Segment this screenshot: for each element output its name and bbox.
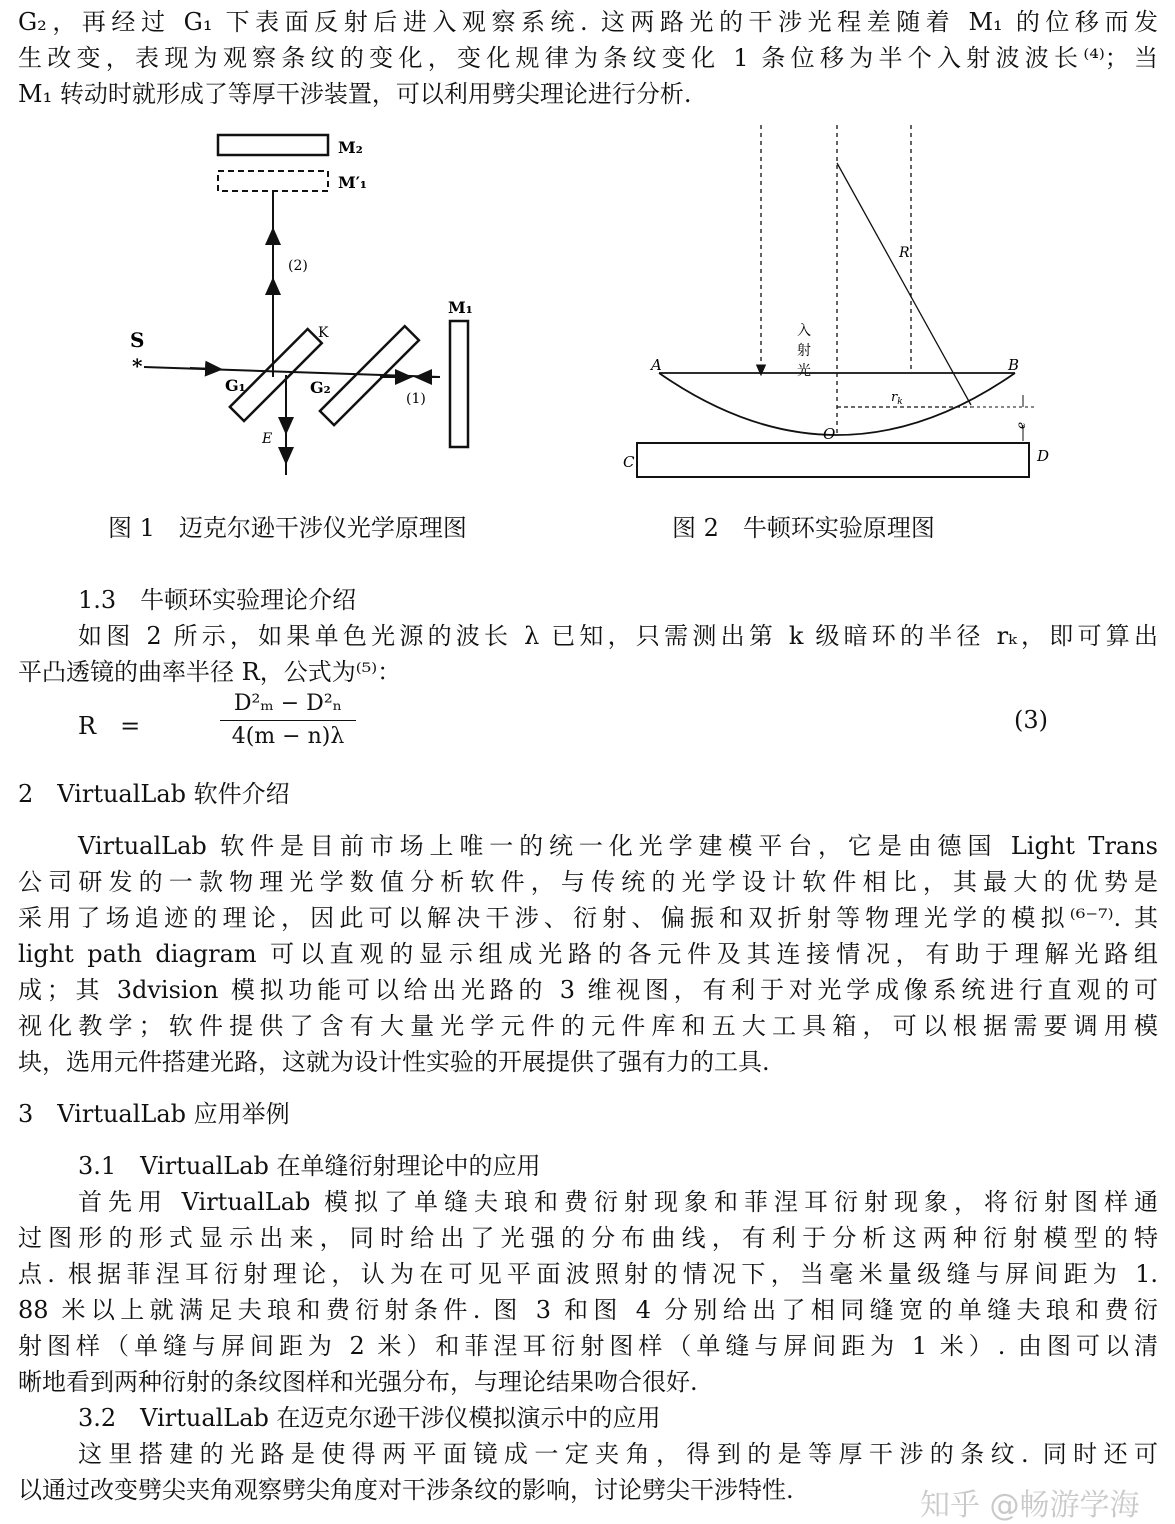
intro-line-3: M₁ 转动时就形成了等厚干涉装置，可以利用劈尖理论进行分析. — [18, 80, 692, 108]
label-incident-1: 入 — [797, 323, 811, 339]
label-m1: M₁ — [448, 298, 473, 317]
svg-text:*: * — [132, 354, 143, 378]
intro-line-2: 生改变，表现为观察条纹的变化，变化规律为条纹变化 1 条位移为半个入射波波长⁽⁴⁾；当 — [18, 44, 1158, 72]
section-3-2-line-2: 以通过改变劈尖夹角观察劈尖角度对干涉条纹的影响，讨论劈尖干涉特性. — [18, 1476, 794, 1504]
label-d: D — [1037, 447, 1050, 465]
label-incident-3: 光 — [797, 363, 811, 379]
intro-line-1: G₂，再经过 G₁ 下表面反射后进入观察系统. 这两路光的干涉光程差随着 M₁ 的位移而发 — [18, 8, 1158, 36]
figure-2-caption: 图 2 牛顿环实验原理图 — [672, 514, 935, 542]
section-3-1-line-5: 射图样（单缝与屏间距为 2 米）和菲涅耳衍射图样（单缝与屏间距为 1 米）. 由图可以清 — [18, 1332, 1158, 1360]
section-3-2-heading: 3.2 VirtualLab 在迈克尔逊干涉仪模拟演示中的应用 — [78, 1404, 661, 1432]
formula-fraction — [218, 688, 358, 753]
label-b: B — [1008, 356, 1020, 374]
section-3-heading: 3 VirtualLab 应用举例 — [18, 1100, 290, 1128]
mirror-m1-virtual — [218, 171, 328, 191]
label-m1-prime: M′₁ — [338, 173, 367, 192]
section-3-1-line-2: 过图形的形式显示出来，同时给出了光强的分布曲线，有利于分析这两种衍射模型的特 — [18, 1224, 1158, 1252]
watermark: 知乎 @畅游学海 — [920, 1488, 1140, 1523]
section-3-1-line-6: 晰地看到两种衍射的条纹图样和光强分布，与理论结果吻合很好. — [18, 1368, 698, 1396]
plate-g1 — [230, 329, 322, 421]
label-path-1: (1) — [406, 391, 426, 407]
formula-numerator: D²ₘ − D²ₙ — [233, 691, 343, 716]
mirror-m1 — [450, 321, 468, 447]
section-2-line-2: 公司研发的一款物理光学数值分析软件，与传统的光学设计软件相比，其最大的优势是 — [18, 868, 1158, 896]
label-o: O — [823, 425, 836, 443]
label-m2: M₂ — [338, 138, 363, 157]
section-3-2-line-1: 这里搭建的光路是使得两平面镜成一定夹角，得到的是等厚干涉的条纹. 同时还可 — [78, 1440, 1158, 1468]
figure-2-newton-rings-diagram — [615, 125, 1075, 485]
label-e: E — [262, 431, 273, 447]
section-3-1-heading: 3.1 VirtualLab 在单缝衍射理论中的应用 — [78, 1152, 541, 1180]
equation-number: (3) — [1014, 706, 1048, 734]
label-c: C — [623, 453, 635, 471]
formula-lhs: R = — [78, 712, 141, 740]
section-2-line-7: 块，选用元件搭建光路，这就为设计性实验的开展提供了强有力的工具. — [18, 1048, 770, 1076]
figure-1-caption: 图 1 迈克尔逊干涉仪光学原理图 — [108, 514, 467, 542]
figure-1-michelson-diagram — [110, 125, 510, 485]
section-2-heading: 2 VirtualLab 软件介绍 — [18, 780, 290, 808]
section-3-1-line-3: 点. 根据菲涅耳衍射理论，认为在可见平面波照射的情况下，当毫米量级缝与屏间距为 1. — [18, 1260, 1158, 1288]
glass-plate — [637, 443, 1029, 477]
formula-3 — [78, 688, 1158, 758]
label-path-2: (2) — [288, 258, 308, 274]
label-r: R — [899, 245, 910, 261]
section-2-line-1: VirtualLab 软件是目前市场上唯一的统一化光学建模平台，它是由德国 Light Trans — [78, 832, 1158, 860]
section-1-3-line-1: 如图 2 所示，如果单色光源的波长 λ 已知，只需测出第 k 级暗环的半径 rₖ，即可算出 — [78, 622, 1158, 650]
section-2-line-6: 视化教学；软件提供了含有大量光学元件的元件库和五大工具箱，可以根据需要调用模 — [18, 1012, 1158, 1040]
mirror-m2 — [218, 135, 328, 155]
label-g1: G₁ — [225, 376, 246, 395]
label-a: A — [651, 356, 662, 374]
section-2-line-4: light path diagram 可以直观的显示组成光路的各元件及其连接情况，有助于理解光路组 — [18, 940, 1158, 968]
section-1-3-heading: 1.3 牛顿环实验理论介绍 — [78, 586, 357, 614]
section-1-3-line-2: 平凸透镜的曲率半径 R，公式为⁽⁵⁾： — [18, 658, 402, 686]
section-3-1-line-1: 首先用 VirtualLab 模拟了单缝夫琅和费衍射现象和菲涅耳衍射现象，将衍射图样通 — [78, 1188, 1158, 1216]
label-rk: $r_k$ — [891, 390, 903, 407]
label-incident-2: 射 — [797, 343, 811, 359]
section-2-line-5: 成；其 3dvision 模拟功能可以给出光路的 3 维视图，有利于对光学成像系统进行直观的可 — [18, 976, 1158, 1004]
section-2-line-3: 采用了场追迹的理论，因此可以解决干涉、衍射、偏振和双折射等物理光学的模拟⁽⁶⁻⁷⁾. 其 — [18, 904, 1158, 932]
label-k: K — [318, 325, 329, 341]
formula-denominator: 4(m − n)λ — [231, 724, 345, 749]
label-g2: G₂ — [310, 378, 331, 397]
label-e-thickness: e — [1014, 421, 1028, 429]
section-3-1-line-4: 88 米以上就满足夫琅和费衍射条件. 图 3 和图 4 分别给出了相同缝宽的单缝夫琅和费衍 — [18, 1296, 1158, 1324]
label-source-s: S — [130, 328, 145, 352]
